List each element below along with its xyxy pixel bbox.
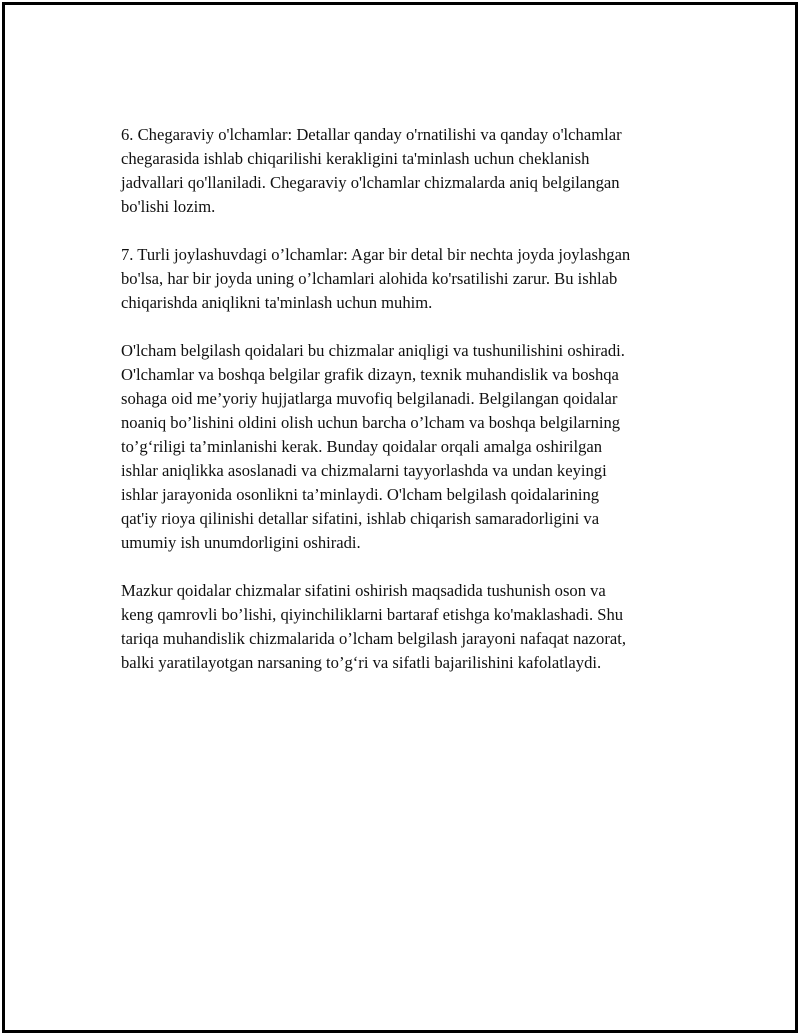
- text-line: jadvallari qo'llaniladi. Chegaraviy o'lchamlar chizmalarda aniq belgilangan: [121, 173, 620, 192]
- text-line: 6. Chegaraviy o'lchamlar: Detallar qanday o'rnatilishi va qanday o'lchamlar: [121, 125, 622, 144]
- text-line: O'lcham belgilash qoidalari bu chizmalar aniqligi va tushunilishini oshiradi.: [121, 341, 625, 360]
- text-line: noaniq bo’lishini oldini olish uchun barcha o’lcham va boshqa belgilarning: [121, 413, 621, 432]
- text-line: 7. Turli joylashuvdagi o’lchamlar: Agar bir detal bir nechta joyda joylashgan: [121, 245, 631, 264]
- page-content: [121, 123, 696, 699]
- paragraph-conclusion: [121, 579, 696, 675]
- paragraph-location-dimensions: [121, 243, 696, 315]
- text-line: chiqarishda aniqlikni ta'minlash uchun muhim.: [121, 293, 433, 312]
- paragraph-limit-dimensions: [121, 123, 696, 219]
- page-frame: [2, 2, 798, 1033]
- text-line: to’g‘riligi ta’minlanishi kerak. Bunday qoidalar orqali amalga oshirilgan: [121, 437, 603, 456]
- text-line: chegarasida ishlab chiqarilishi kerakligini ta'minlash uchun cheklanish: [121, 149, 590, 168]
- text-line: ishlar jarayonida osonlikni ta’minlaydi. O'lcham belgilash qoidalarining: [121, 485, 600, 504]
- paragraph-dimensioning-rules: [121, 339, 696, 555]
- text-line: ishlar aniqlikka asoslanadi va chizmalarni tayyorlashda va undan keyingi: [121, 461, 607, 480]
- text-line: balki yaratilayotgan narsaning to’g‘ri va sifatli bajarilishini kafolatlaydi.: [121, 653, 602, 672]
- text-line: sohaga oid me’yoriy hujjatlarga muvofiq belgilanadi. Belgilangan qoidalar: [121, 389, 618, 408]
- text-line: Mazkur qoidalar chizmalar sifatini oshirish maqsadida tushunish oson va: [121, 581, 606, 600]
- text-line: tariqa muhandislik chizmalarida o’lcham belgilash jarayoni nafaqat nazorat,: [121, 629, 626, 648]
- text-line: O'lchamlar va boshqa belgilar grafik dizayn, texnik muhandislik va boshqa: [121, 365, 619, 384]
- text-line: umumiy ish unumdorligini oshiradi.: [121, 533, 361, 552]
- text-line: qat'iy rioya qilinishi detallar sifatini, ishlab chiqarish samaradorligini va: [121, 509, 600, 528]
- text-line: bo'lsa, har bir joyda uning o’lchamlari alohida ko'rsatilishi zarur. Bu ishlab: [121, 269, 618, 288]
- text-line: bo'lishi lozim.: [121, 197, 216, 216]
- text-line: keng qamrovli bo’lishi, qiyinchiliklarni bartaraf etishga ko'maklashadi. Shu: [121, 605, 624, 624]
